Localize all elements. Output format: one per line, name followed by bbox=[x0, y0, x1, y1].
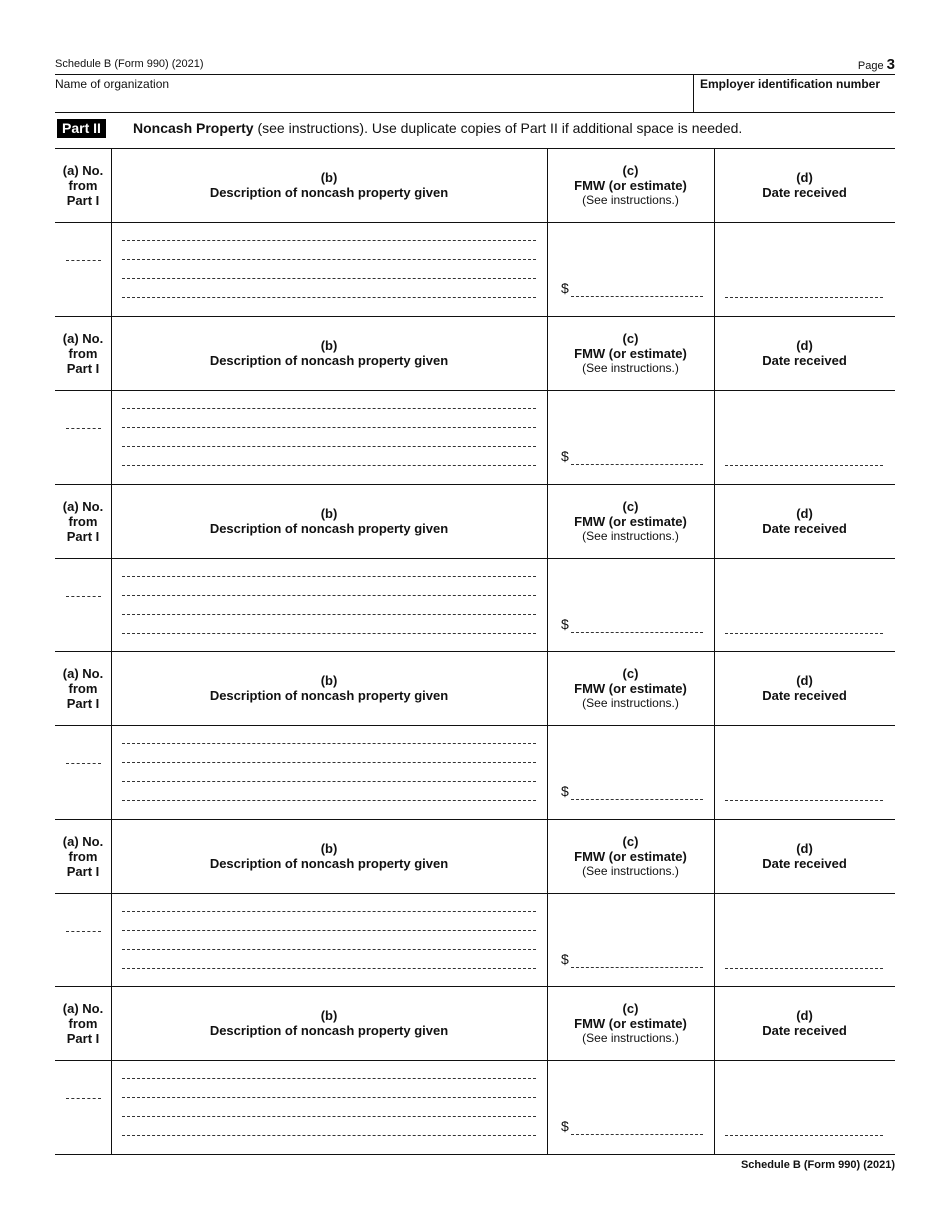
column-b-header-line: Description of noncash property given bbox=[209, 521, 449, 536]
column-c-header-line: FMW (or estimate) bbox=[574, 513, 687, 529]
date-received-field[interactable] bbox=[725, 297, 883, 298]
description-line-field[interactable] bbox=[122, 278, 536, 279]
column-b-header-line: Description of noncash property given bbox=[209, 1023, 449, 1038]
column-a-header-line: (a) No. bbox=[62, 833, 104, 849]
header-bottom-rule bbox=[55, 725, 895, 726]
dollar-sign: $ bbox=[561, 616, 569, 632]
column-c-header-text bbox=[574, 499, 687, 544]
column-b-header-text bbox=[210, 1008, 448, 1038]
column-c-header-line: (c) bbox=[622, 1000, 639, 1016]
description-line-field[interactable] bbox=[122, 1078, 536, 1079]
column-a-header-line: from bbox=[68, 513, 98, 529]
form-reference: Schedule B (Form 990) (2021) bbox=[55, 58, 204, 70]
form-page bbox=[55, 0, 895, 1230]
description-line-field[interactable] bbox=[122, 968, 536, 969]
dollar-sign: $ bbox=[561, 1118, 569, 1134]
column-d-header-line: Date received bbox=[762, 688, 847, 703]
dollar-sign: $ bbox=[561, 951, 569, 967]
property-entry-block bbox=[55, 819, 895, 987]
column-a-header-line: from bbox=[68, 345, 98, 361]
column-c-header-text bbox=[574, 1001, 687, 1046]
description-line-field[interactable] bbox=[122, 576, 536, 577]
footer-form-reference: Schedule B (Form 990) (2021) bbox=[740, 1159, 895, 1171]
date-received-field[interactable] bbox=[725, 1135, 883, 1136]
header-bottom-rule bbox=[55, 390, 895, 391]
column-b-header-line: Description of noncash property given bbox=[209, 185, 449, 200]
description-line-field[interactable] bbox=[122, 446, 536, 447]
column-a-header-text bbox=[63, 331, 103, 376]
description-line-field[interactable] bbox=[122, 633, 536, 634]
column-c-header-line: (c) bbox=[622, 665, 639, 681]
property-entry-block bbox=[55, 484, 895, 652]
column-d-header-line: Date received bbox=[762, 353, 847, 368]
column-a-header-text bbox=[63, 163, 103, 208]
header-bottom-rule bbox=[55, 1060, 895, 1061]
column-a-header-line: Part I bbox=[66, 863, 100, 879]
description-line-field[interactable] bbox=[122, 743, 536, 744]
property-entry-block bbox=[55, 316, 895, 484]
column-c-header bbox=[547, 819, 714, 893]
date-received-field[interactable] bbox=[725, 465, 883, 466]
column-d-header-text bbox=[762, 1008, 847, 1038]
fmv-amount-field[interactable] bbox=[571, 799, 703, 800]
column-b-header bbox=[111, 484, 547, 558]
column-a-header bbox=[55, 484, 111, 558]
column-d-header bbox=[714, 316, 895, 390]
column-b-header bbox=[111, 148, 547, 222]
column-a-header-line: from bbox=[68, 177, 98, 193]
part-ii-title bbox=[55, 119, 895, 139]
column-c-header-line: FMW (or estimate) bbox=[574, 680, 687, 696]
column-b-header bbox=[111, 986, 547, 1060]
column-d-header-text bbox=[762, 673, 847, 703]
page-number: 3 bbox=[886, 56, 895, 73]
ein-label: Employer identification number bbox=[700, 77, 881, 91]
column-a-header-line: Part I bbox=[66, 360, 100, 376]
column-b-header-line: Description of noncash property given bbox=[209, 353, 449, 368]
page-label: Page bbox=[857, 60, 884, 72]
column-c-header-line: FMW (or estimate) bbox=[574, 177, 687, 193]
property-entry-block bbox=[55, 651, 895, 819]
description-line-field[interactable] bbox=[122, 427, 536, 428]
part-i-number-field[interactable] bbox=[66, 931, 101, 932]
column-c-header-line: (c) bbox=[622, 833, 639, 849]
column-a-header-line: (a) No. bbox=[62, 498, 104, 514]
column-a-header bbox=[55, 651, 111, 725]
column-d-header-line: (d) bbox=[796, 841, 813, 856]
column-b-header bbox=[111, 316, 547, 390]
part-i-number-field[interactable] bbox=[66, 1098, 101, 1099]
description-line-field[interactable] bbox=[122, 614, 536, 615]
column-d-header-line: (d) bbox=[796, 506, 813, 521]
column-b-header-line: (b) bbox=[320, 1008, 338, 1023]
column-d-header-line: Date received bbox=[762, 856, 847, 871]
column-c-header-text bbox=[574, 163, 687, 208]
description-line-field[interactable] bbox=[122, 259, 536, 260]
column-d-header-text bbox=[762, 170, 847, 200]
description-line-field[interactable] bbox=[122, 1135, 536, 1136]
column-a-header-text bbox=[63, 499, 103, 544]
description-line-field[interactable] bbox=[122, 465, 536, 466]
column-d-header bbox=[714, 819, 895, 893]
column-d-header-line: (d) bbox=[796, 1008, 813, 1023]
description-line-field[interactable] bbox=[122, 911, 536, 912]
column-a-header-line: from bbox=[68, 848, 98, 864]
organization-name-label: Name of organization bbox=[55, 77, 170, 91]
property-entry-block bbox=[55, 986, 895, 1154]
column-b-header bbox=[111, 651, 547, 725]
column-c-header bbox=[547, 986, 714, 1060]
table-bottom-rule bbox=[55, 1154, 895, 1155]
dollar-sign: $ bbox=[561, 448, 569, 464]
column-b-header bbox=[111, 819, 547, 893]
part-ii-title-rest: (see instructions). Use duplicate copies of Part II if additional space is needed. bbox=[253, 120, 743, 136]
description-line-field[interactable] bbox=[122, 781, 536, 782]
column-d-header-line: Date received bbox=[762, 1023, 847, 1038]
description-line-field[interactable] bbox=[122, 1097, 536, 1098]
column-c-header bbox=[547, 316, 714, 390]
column-c-header-line: FMW (or estimate) bbox=[574, 1015, 687, 1031]
column-b-header-line: (b) bbox=[320, 170, 338, 185]
column-d-header-text bbox=[762, 506, 847, 536]
part-i-number-field[interactable] bbox=[66, 428, 101, 429]
column-c-header-text bbox=[574, 331, 687, 376]
fmv-amount-field[interactable] bbox=[571, 464, 703, 465]
column-b-header-text bbox=[210, 841, 448, 871]
dollar-sign: $ bbox=[561, 280, 569, 296]
description-line-field[interactable] bbox=[122, 949, 536, 950]
fmv-amount-field[interactable] bbox=[571, 296, 703, 297]
fmv-amount-field[interactable] bbox=[571, 1134, 703, 1135]
column-b-header-line: (b) bbox=[320, 506, 338, 521]
part-ii-badge: Part II bbox=[57, 119, 106, 138]
column-a-header-line: from bbox=[68, 1015, 98, 1031]
property-entry-block bbox=[55, 148, 895, 316]
fmv-amount-field[interactable] bbox=[571, 967, 703, 968]
column-b-header-text bbox=[210, 673, 448, 703]
description-line-field[interactable] bbox=[122, 297, 536, 298]
description-line-field[interactable] bbox=[122, 240, 536, 241]
description-line-field[interactable] bbox=[122, 930, 536, 931]
column-c-header-line: (See instructions.) bbox=[582, 528, 679, 543]
header-bottom-rule bbox=[55, 558, 895, 559]
column-c-header bbox=[547, 484, 714, 558]
description-line-field[interactable] bbox=[122, 800, 536, 801]
column-d-header-line: (d) bbox=[796, 673, 813, 688]
column-c-header-line: FMW (or estimate) bbox=[574, 848, 687, 864]
part-ii-title-bold: Noncash Property bbox=[133, 120, 254, 136]
page-number-label bbox=[858, 56, 895, 73]
part-i-number-field[interactable] bbox=[66, 596, 101, 597]
fmv-amount-field[interactable] bbox=[571, 632, 703, 633]
column-c-header-text bbox=[574, 834, 687, 879]
column-a-header bbox=[55, 986, 111, 1060]
column-c-header-text bbox=[574, 666, 687, 711]
column-a-header-line: from bbox=[68, 680, 98, 696]
column-d-header-line: Date received bbox=[762, 185, 847, 200]
page-header bbox=[55, 56, 895, 74]
column-a-header bbox=[55, 316, 111, 390]
header-bottom-rule bbox=[55, 893, 895, 894]
date-received-field[interactable] bbox=[725, 633, 883, 634]
dollar-sign: $ bbox=[561, 783, 569, 799]
column-a-header bbox=[55, 819, 111, 893]
description-line-field[interactable] bbox=[122, 1116, 536, 1117]
column-a-header-line: Part I bbox=[66, 528, 100, 544]
date-received-field[interactable] bbox=[725, 800, 883, 801]
column-d-header bbox=[714, 148, 895, 222]
column-b-header-line: (b) bbox=[320, 338, 338, 353]
column-d-header-text bbox=[762, 841, 847, 871]
column-c-header-line: (See instructions.) bbox=[582, 863, 679, 878]
column-a-header-line: Part I bbox=[66, 1030, 100, 1046]
part-i-number-field[interactable] bbox=[66, 763, 101, 764]
column-a-header-line: (a) No. bbox=[62, 665, 104, 681]
column-c-header-line: (c) bbox=[622, 498, 639, 514]
column-d-header bbox=[714, 986, 895, 1060]
column-c-header bbox=[547, 148, 714, 222]
column-c-header-line: FMW (or estimate) bbox=[574, 345, 687, 361]
column-a-header-line: (a) No. bbox=[62, 330, 104, 346]
column-d-header bbox=[714, 651, 895, 725]
column-c-header-line: (c) bbox=[622, 162, 639, 178]
description-line-field[interactable] bbox=[122, 595, 536, 596]
column-c-header-line: (See instructions.) bbox=[582, 192, 679, 207]
column-b-header-line: Description of noncash property given bbox=[209, 856, 449, 871]
column-b-header-line: (b) bbox=[320, 841, 338, 856]
column-d-header-line: (d) bbox=[796, 170, 813, 185]
date-received-field[interactable] bbox=[725, 968, 883, 969]
column-c-header-line: (c) bbox=[622, 330, 639, 346]
column-d-header bbox=[714, 484, 895, 558]
column-b-header-text bbox=[210, 338, 448, 368]
description-line-field[interactable] bbox=[122, 762, 536, 763]
header-bottom-rule bbox=[55, 222, 895, 223]
column-d-header-line: Date received bbox=[762, 521, 847, 536]
column-a-header-text bbox=[63, 666, 103, 711]
column-b-header-text bbox=[210, 506, 448, 536]
description-line-field[interactable] bbox=[122, 408, 536, 409]
column-a-header-text bbox=[63, 1001, 103, 1046]
column-a-header-line: (a) No. bbox=[62, 162, 104, 178]
column-c-header-line: (See instructions.) bbox=[582, 360, 679, 375]
column-b-header-line: Description of noncash property given bbox=[209, 688, 449, 703]
column-a-header-line: Part I bbox=[66, 695, 100, 711]
column-c-header-line: (See instructions.) bbox=[582, 1030, 679, 1045]
column-a-header-line: Part I bbox=[66, 192, 100, 208]
part-i-number-field[interactable] bbox=[66, 260, 101, 261]
column-a-header bbox=[55, 148, 111, 222]
part-ii-description bbox=[133, 120, 742, 136]
column-b-header-text bbox=[210, 170, 448, 200]
column-a-header-text bbox=[63, 834, 103, 879]
organization-name-row bbox=[55, 74, 895, 113]
column-b-header-line: (b) bbox=[320, 673, 338, 688]
column-d-header-text bbox=[762, 338, 847, 368]
column-c-header bbox=[547, 651, 714, 725]
ein-field[interactable] bbox=[693, 75, 896, 112]
column-d-header-line: (d) bbox=[796, 338, 813, 353]
column-a-header-line: (a) No. bbox=[62, 1000, 104, 1016]
column-c-header-line: (See instructions.) bbox=[582, 695, 679, 710]
